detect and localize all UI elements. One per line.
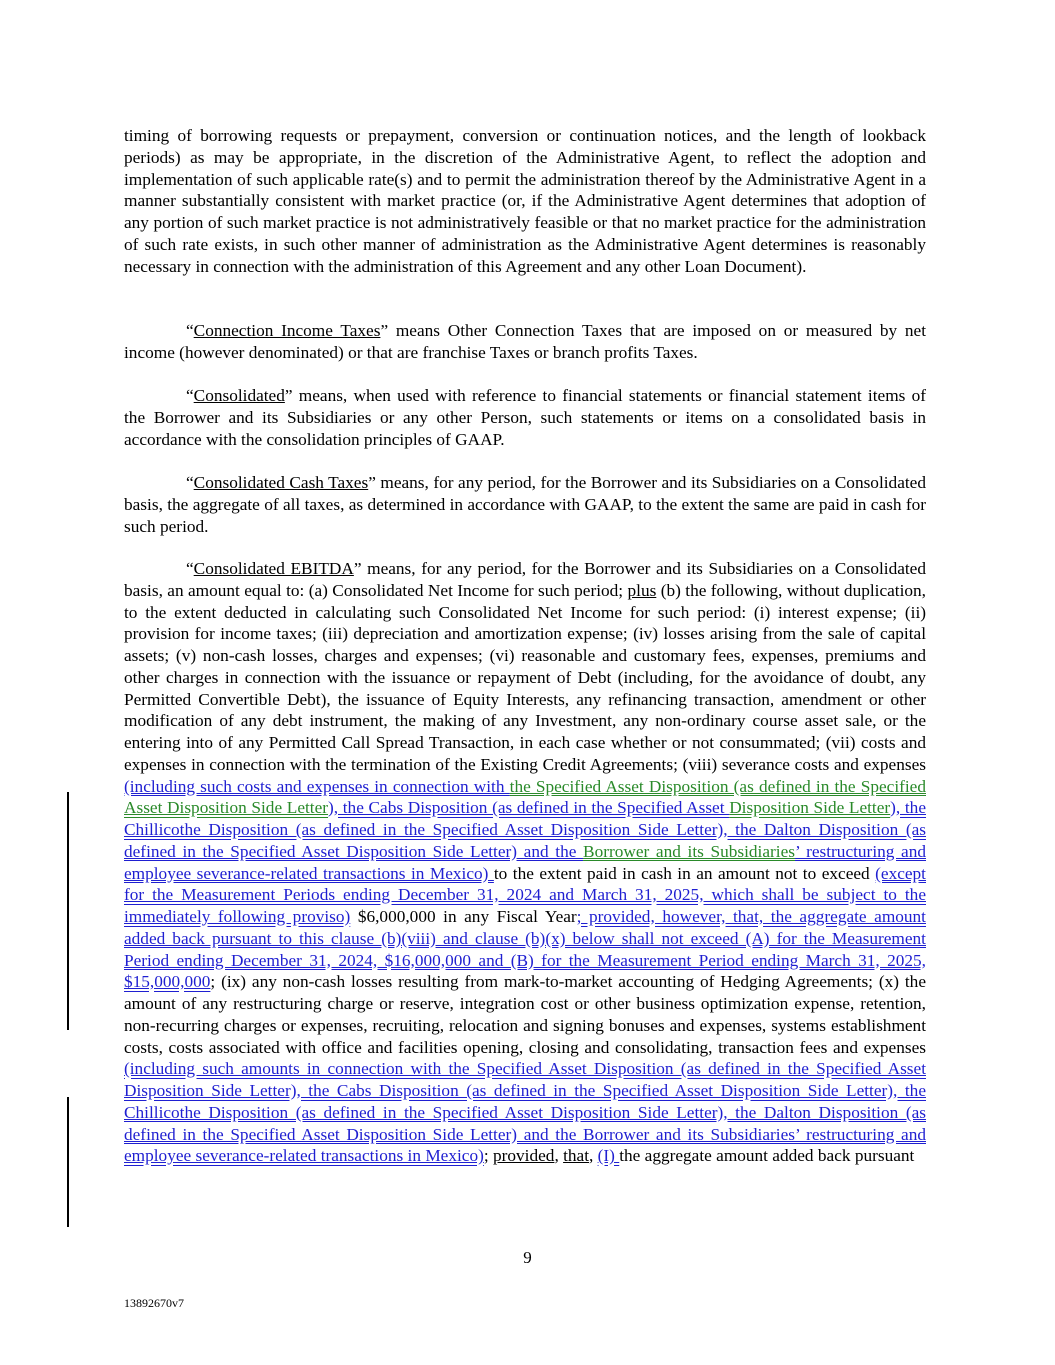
inserted-text: ), the Cabs Disposition (as defined in the Specified Asset [328, 798, 730, 818]
defined-term: Consolidated EBITDA [193, 559, 354, 578]
provided-term: provided [493, 1146, 555, 1166]
definition-text: to the extent paid in cash in an amount not to exceed [493, 863, 876, 883]
paragraph-continuation: timing of borrowing requests or prepayment, conversion or continuation notices, and the length of lookback periods) as may be appropriate, in the discretion of the Administrative Agent, to reflect the adoption and implementation of such applicable rate(s) and to permit the administration thereof by the Administrative Agent in a manner substantially consistent with market practice (or, if the Administrative Agent determines that adoption of any portion of such market practice is not administratively feasible or that no market practice for the administration of such rate exists, in such other manner of administration as the Administrative Agent determines is reasonably necessary in connection with the administration of this Agreement and any other Loan Document). [124, 126, 926, 276]
defined-term: Connection Income Taxes [193, 321, 381, 340]
definition-consolidated-ebitda [124, 558, 926, 1167]
inserted-text: (including such amounts in connection with the Specified Asset Disposition (as defined in the Specified Asset Disposition Side Letter), the Cabs Disposition (as defined in the Specified Asset Disposition Side Letter), the Chillicothe Disposition (as defined in the Specified Asset Disposition Side Letter), the Dalton Disposition (as defined in the Specified Asset Disposition Side Letter) and the Borrower and its Subsidiaries’ restructuring and employee severance-related transactions in Mexico) [124, 1059, 926, 1166]
moved-text: the Specified Asset Disposition (as defined in the Specified Asset Disposition Side Letter [124, 776, 926, 818]
definition-text: ” means Other Connection Taxes that are imposed on or measured by net income (however denominated) or that are franchise Taxes or branch profits Taxes. [124, 321, 927, 362]
defined-term: Consolidated Cash Taxes [193, 473, 369, 492]
inserted-text: ’ restructuring and employee severance-related transactions in Mexico) [124, 841, 926, 883]
open-quote: “ [186, 386, 194, 405]
definition-text: (b) the following, without duplication, to the extent deducted in calculating such Consolidated Net Income for such period: (i) interest expense; (ii) provision for income taxes; (iii) depreciation and amortization expense; (iv) losses arising from the sale of capital assets; (v) non-cash losses, charges and expenses; (vi) reasonable and customary fees, expenses, premiums and other charges in connection with the issuance or repayment of Debt (including, for the avoidance of doubt, any Permitted Convertible Debt), the issuance of Equity Interests, any refinancing transaction, amendment or other modification of any debt instrument, the making of any Investment, any non-ordinary course asset sale, or the entering into of any Permitted Call Spread Transaction, in each case whether or not consummated; (vii) costs and expenses in connection with the termination of the Existing Credit Agreements; (viii) severance costs and expenses [124, 580, 927, 774]
definition-text: the aggregate amount added back pursuant [619, 1146, 915, 1166]
inserted-text: ), the Chillicothe Disposition (as defined in the Specified Asset Disposition Side Letter), the Dalton Disposition (as defined in the Specified Asset Disposition Side Letter) and the [124, 798, 926, 861]
definition-text: ” means, for any period, for the Borrower and its Subsidiaries on a Consolidated basis, an amount equal to: (a) Consolidated Net Income for such period; [124, 559, 926, 600]
definition-text: $6,000,000 in any Fiscal Year [350, 907, 577, 926]
inserted-text: (I) [597, 1146, 620, 1166]
document-id: 13892670v7 [124, 1296, 184, 1310]
open-quote: “ [186, 321, 194, 340]
inserted-text: ; provided, however, that, the aggregate amount added back pursuant to this clause (b)(viii) and clause (b)(x) below shall not exceed (A) for the Measurement Period ending December 31, 2024, $16,000,000 and (B) for the Measurement Period ending March 31, 2025, $15,000,000 [124, 907, 926, 992]
definition-text: ” means, when used with reference to financial statements or financial statement items of the Borrower and its Subsidiaries or any other Person, such statements or items on a consolidated basis in accordance with the consolidation principles of GAAP. [124, 386, 926, 449]
open-quote: “ [186, 559, 194, 578]
open-quote: “ [186, 473, 194, 492]
defined-term: Consolidated [193, 386, 285, 405]
definition-text: , [554, 1146, 564, 1166]
inserted-text: (including such costs and expenses in connection with [124, 776, 510, 796]
moved-text: Borrower and its Subsidiaries [583, 841, 795, 861]
definition-text: ; [483, 1146, 493, 1166]
change-bar [67, 792, 69, 1030]
plus-term: plus [627, 580, 657, 600]
definition-connection-income-taxes [124, 320, 926, 364]
definition-text: ; (ix) any non-cash losses resulting from mark-to-market accounting of Hedging Agreements; (x) the amount of any restructuring charge or reserve, integration cost or other business optimization expense, retention, non-recurring charges or expenses, recruiting, relocation and signing bonuses and expenses, systems establishment costs, costs associated with office and facilities opening, closing and consolidating, transaction fees and expenses [124, 972, 926, 1057]
definition-consolidated-cash-taxes [124, 472, 926, 537]
that-term: that [563, 1146, 589, 1166]
page-number: 9 [523, 1248, 532, 1267]
definition-text: , [589, 1146, 598, 1166]
moved-text: Disposition Side Letter [729, 798, 891, 818]
inserted-text: (except for the Measurement Periods ending December 31, 2024 and March 31, 2025, which shall be subject to the immediately following proviso) [124, 863, 926, 926]
definition-text: ” means, for any period, for the Borrower and its Subsidiaries on a Consolidated basis, the aggregate of all taxes, as determined in accordance with GAAP, to the extent the same are paid in cash for such period. [124, 473, 926, 536]
definition-consolidated [124, 385, 926, 450]
change-bar [67, 1097, 69, 1227]
